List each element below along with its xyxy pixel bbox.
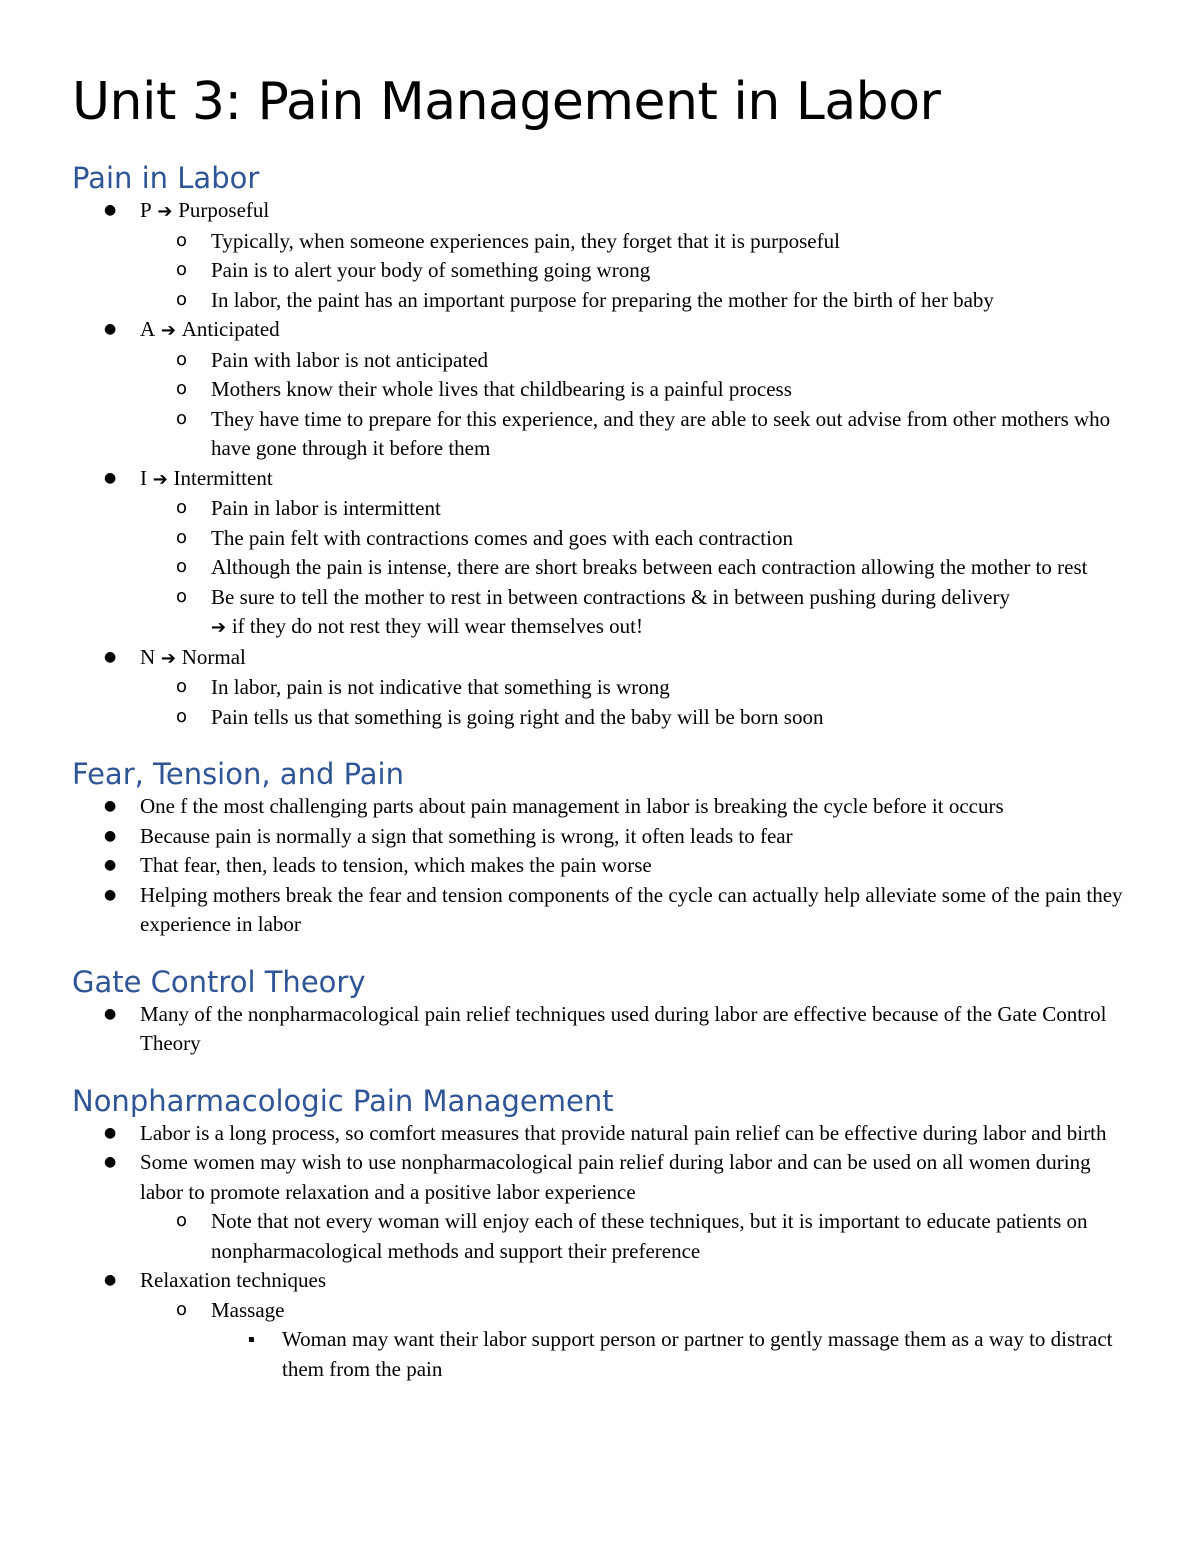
circle-marker: o — [176, 556, 188, 577]
item-text: Some women may wish to use nonpharmacological pain relief during labor and can be used on all women during labor to promote relaxation and a positive labor experience — [140, 1150, 1091, 1204]
item-text: Massage — [211, 1297, 285, 1322]
circle-marker: o — [176, 526, 188, 548]
list-item — [72, 822, 1132, 852]
circle-marker: o — [176, 229, 188, 251]
bullet-list — [72, 792, 1132, 940]
list-item — [72, 405, 1132, 464]
circle-marker: o — [176, 348, 188, 370]
list-item — [72, 643, 1132, 674]
list-item — [72, 553, 1132, 583]
item-text: Typically, when someone experiences pain, they forget that it is purposeful — [211, 228, 840, 253]
arrow-right-icon: ➔ — [151, 201, 179, 222]
list-item — [72, 256, 1132, 286]
item-text: Pain is to alert your body of something going wrong — [211, 258, 651, 282]
circle-marker: o — [176, 676, 188, 697]
bullet-marker: ● — [104, 1154, 117, 1170]
bullet-marker: ● — [104, 798, 117, 814]
list-item — [72, 375, 1132, 405]
section — [72, 1083, 1132, 1385]
bullet-list — [72, 1000, 1132, 1059]
item-text: Pain with labor is not anticipated — [211, 347, 489, 372]
circle-marker: o — [176, 259, 188, 280]
bullet-marker: ● — [104, 827, 117, 844]
item-text: Many of the nonpharmacological pain relief techniques used during labor are effective because of the Gate Control Theory — [140, 1001, 1107, 1055]
bullet-marker: ● — [104, 1272, 117, 1288]
list-item — [72, 703, 1132, 733]
item-text: Because pain is normally a sign that something is wrong, it often leads to fear — [140, 823, 793, 848]
circle-marker: o — [176, 497, 188, 518]
item-text: Although the pain is intense, there are short breaks between each contraction allowing the mother to rest — [211, 555, 1088, 579]
bullet-marker: ● — [104, 321, 117, 337]
item-text: In labor, the paint has an important purpose for preparing the mother for the birth of her baby — [211, 287, 994, 312]
item-text: They have time to prepare for this experience, and they are able to seek out advise from other mothers who have gone through it before them — [211, 406, 1111, 460]
list-item — [72, 346, 1132, 376]
section — [72, 756, 1132, 940]
circle-marker: o — [176, 378, 188, 399]
list-item — [72, 881, 1132, 940]
item-text: Purposeful — [178, 198, 270, 222]
list-item — [72, 1325, 1132, 1384]
document-body — [72, 160, 1132, 1384]
item-text: Normal — [181, 644, 246, 669]
bullet-marker: ● — [104, 886, 117, 903]
list-item — [72, 1207, 1132, 1266]
list-item — [72, 315, 1132, 346]
list-item — [72, 196, 1132, 227]
item-text: Pain in labor is intermittent — [211, 496, 441, 520]
item-lead-letter: P — [140, 198, 152, 222]
list-item — [72, 227, 1132, 257]
bullet-marker: ● — [104, 648, 117, 665]
item-text: One f the most challenging parts about pain management in labor is breaking the cycle before it occurs — [140, 794, 1004, 818]
item-text: Pain tells us that something is going right and the baby will be born soon — [211, 704, 824, 729]
arrow-right-icon: ➔ — [155, 320, 182, 341]
list-item — [72, 1296, 1132, 1326]
arrow-right-icon: ➔ — [147, 468, 174, 490]
document-page — [72, 72, 1132, 1384]
item-lead-letter: N — [140, 644, 156, 669]
bullet-marker: ● — [104, 1124, 117, 1141]
section — [72, 964, 1132, 1059]
list-item — [72, 1148, 1132, 1207]
item-text: Relaxation techniques — [140, 1268, 327, 1292]
list-item — [72, 494, 1132, 524]
list-item — [72, 1119, 1132, 1149]
list-item — [72, 286, 1132, 316]
list-item — [72, 464, 1132, 495]
document-title: Unit 3: Pain Management in Labor — [72, 72, 941, 132]
item-text: Be sure to tell the mother to rest in between contractions & in between pushing during delivery — [211, 584, 1010, 609]
item-text: Anticipated — [181, 317, 280, 341]
bullet-list — [72, 1119, 1132, 1385]
item-text: Intermittent — [173, 465, 273, 490]
item-text: Labor is a long process, so comfort measures that provide natural pain relief can be effective during labor and birth — [140, 1120, 1107, 1145]
section-heading: Pain in Labor — [72, 161, 260, 195]
item-text: In labor, pain is not indicative that something is wrong — [211, 675, 670, 699]
list-item — [72, 673, 1132, 703]
bullet-list — [72, 196, 1132, 732]
item-text: Mothers know their whole lives that childbearing is a painful process — [211, 377, 792, 401]
item-text: The pain felt with contractions comes and goes with each contraction — [211, 525, 793, 550]
circle-marker: o — [176, 705, 188, 727]
list-item — [72, 1000, 1132, 1059]
bullet-marker: ● — [104, 202, 117, 218]
item-text: Note that not every woman will enjoy each of these techniques, but it is important to educate patients on nonpharmacological methods and support their preference — [211, 1209, 1088, 1263]
section-heading: Nonpharmacologic Pain Management — [72, 1083, 614, 1118]
item-lead-letter: I — [140, 465, 147, 490]
bullet-marker: ● — [104, 1005, 117, 1022]
item-lead-letter: A — [140, 317, 156, 341]
list-item — [72, 1266, 1132, 1296]
list-item — [72, 524, 1132, 554]
item-continuation-text: if they do not rest they will wear themselves out! — [231, 614, 643, 638]
item-text: Helping mothers break the fear and tension components of the cycle can actually help alleviate some of the pain they experience in labor — [140, 882, 1123, 936]
square-marker: ▪ — [248, 1334, 255, 1345]
section-heading: Fear, Tension, and Pain — [72, 757, 404, 791]
section — [72, 160, 1132, 732]
item-text: That fear, then, leads to tension, which makes the pain worse — [140, 853, 652, 877]
section-heading: Gate Control Theory — [72, 964, 366, 999]
bullet-marker: ● — [104, 857, 117, 873]
circle-marker: o — [176, 585, 188, 607]
list-item — [72, 583, 1132, 643]
item-text: Woman may want their labor support person or partner to gently massage them as a way to distract them from the pain — [282, 1327, 1113, 1381]
list-item — [72, 851, 1132, 881]
circle-marker: o — [176, 407, 188, 429]
circle-marker: o — [176, 1210, 188, 1231]
circle-marker: o — [176, 1298, 188, 1320]
arrow-right-icon: ➔ — [211, 617, 232, 638]
list-item — [72, 792, 1132, 822]
circle-marker: o — [176, 288, 188, 310]
arrow-right-icon: ➔ — [155, 647, 182, 669]
bullet-marker: ● — [104, 469, 117, 486]
